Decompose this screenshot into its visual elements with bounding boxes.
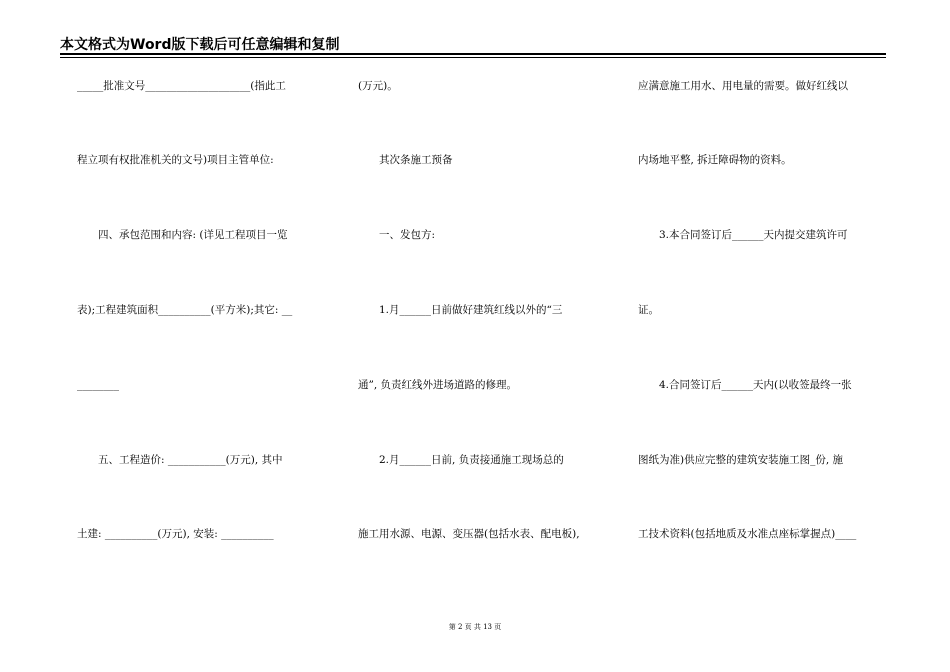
text-line: _____批准文号____________________(指此工	[77, 80, 286, 92]
text-line: 程立项有权批准机关的文号)项目主管单位:	[77, 154, 274, 166]
text-line: 其次条施工预备	[358, 154, 453, 166]
text-column-2	[358, 0, 608, 672]
text-line: 图纸为准)供应完整的建筑安装施工图_份, 施	[638, 454, 844, 466]
text-line: 2.月______日前, 负责接通施工现场总的	[358, 454, 564, 466]
text-line: 四、承包范围和内容: (详见工程项目一览	[77, 229, 288, 241]
document-header-title: 本文格式为Word版下载后可任意编辑和复制	[60, 37, 340, 53]
page-number: 第 2 页 共 13 页	[448, 623, 502, 631]
text-column-3	[638, 0, 888, 672]
text-line: ________	[77, 379, 119, 391]
text-line: 1.月______日前做好建筑红线以外的“三	[358, 304, 563, 316]
text-line: 表);工程建筑面积__________(平方米);其它: __	[77, 304, 293, 316]
text-line: 土建: __________(万元), 安装: __________	[77, 528, 274, 540]
text-column-1	[77, 0, 327, 672]
text-line: (万元)。	[358, 80, 398, 92]
text-line: 应满意施工用水、用电量的需要。做好红线以	[638, 80, 848, 92]
text-line: 一、发包方:	[358, 229, 436, 241]
text-line: 五、工程造价: ___________(万元), 其中	[77, 454, 283, 466]
text-line: 证。	[638, 304, 659, 316]
text-line: 4.合同签订后______天内(以收签最终一张	[638, 379, 852, 391]
text-line: 3.本合同签订后______天内提交建筑许可	[638, 229, 848, 241]
text-line: 施工用水源、电源、变压器(包括水表、配电板),	[358, 528, 580, 540]
text-line: 工技术资料(包括地质及水准点座标掌握点)____	[638, 528, 857, 540]
text-line: 通”, 负责红线外进场道路的修理。	[358, 379, 518, 391]
text-line: 内场地平整, 拆迁障碍物的资料。	[638, 154, 792, 166]
